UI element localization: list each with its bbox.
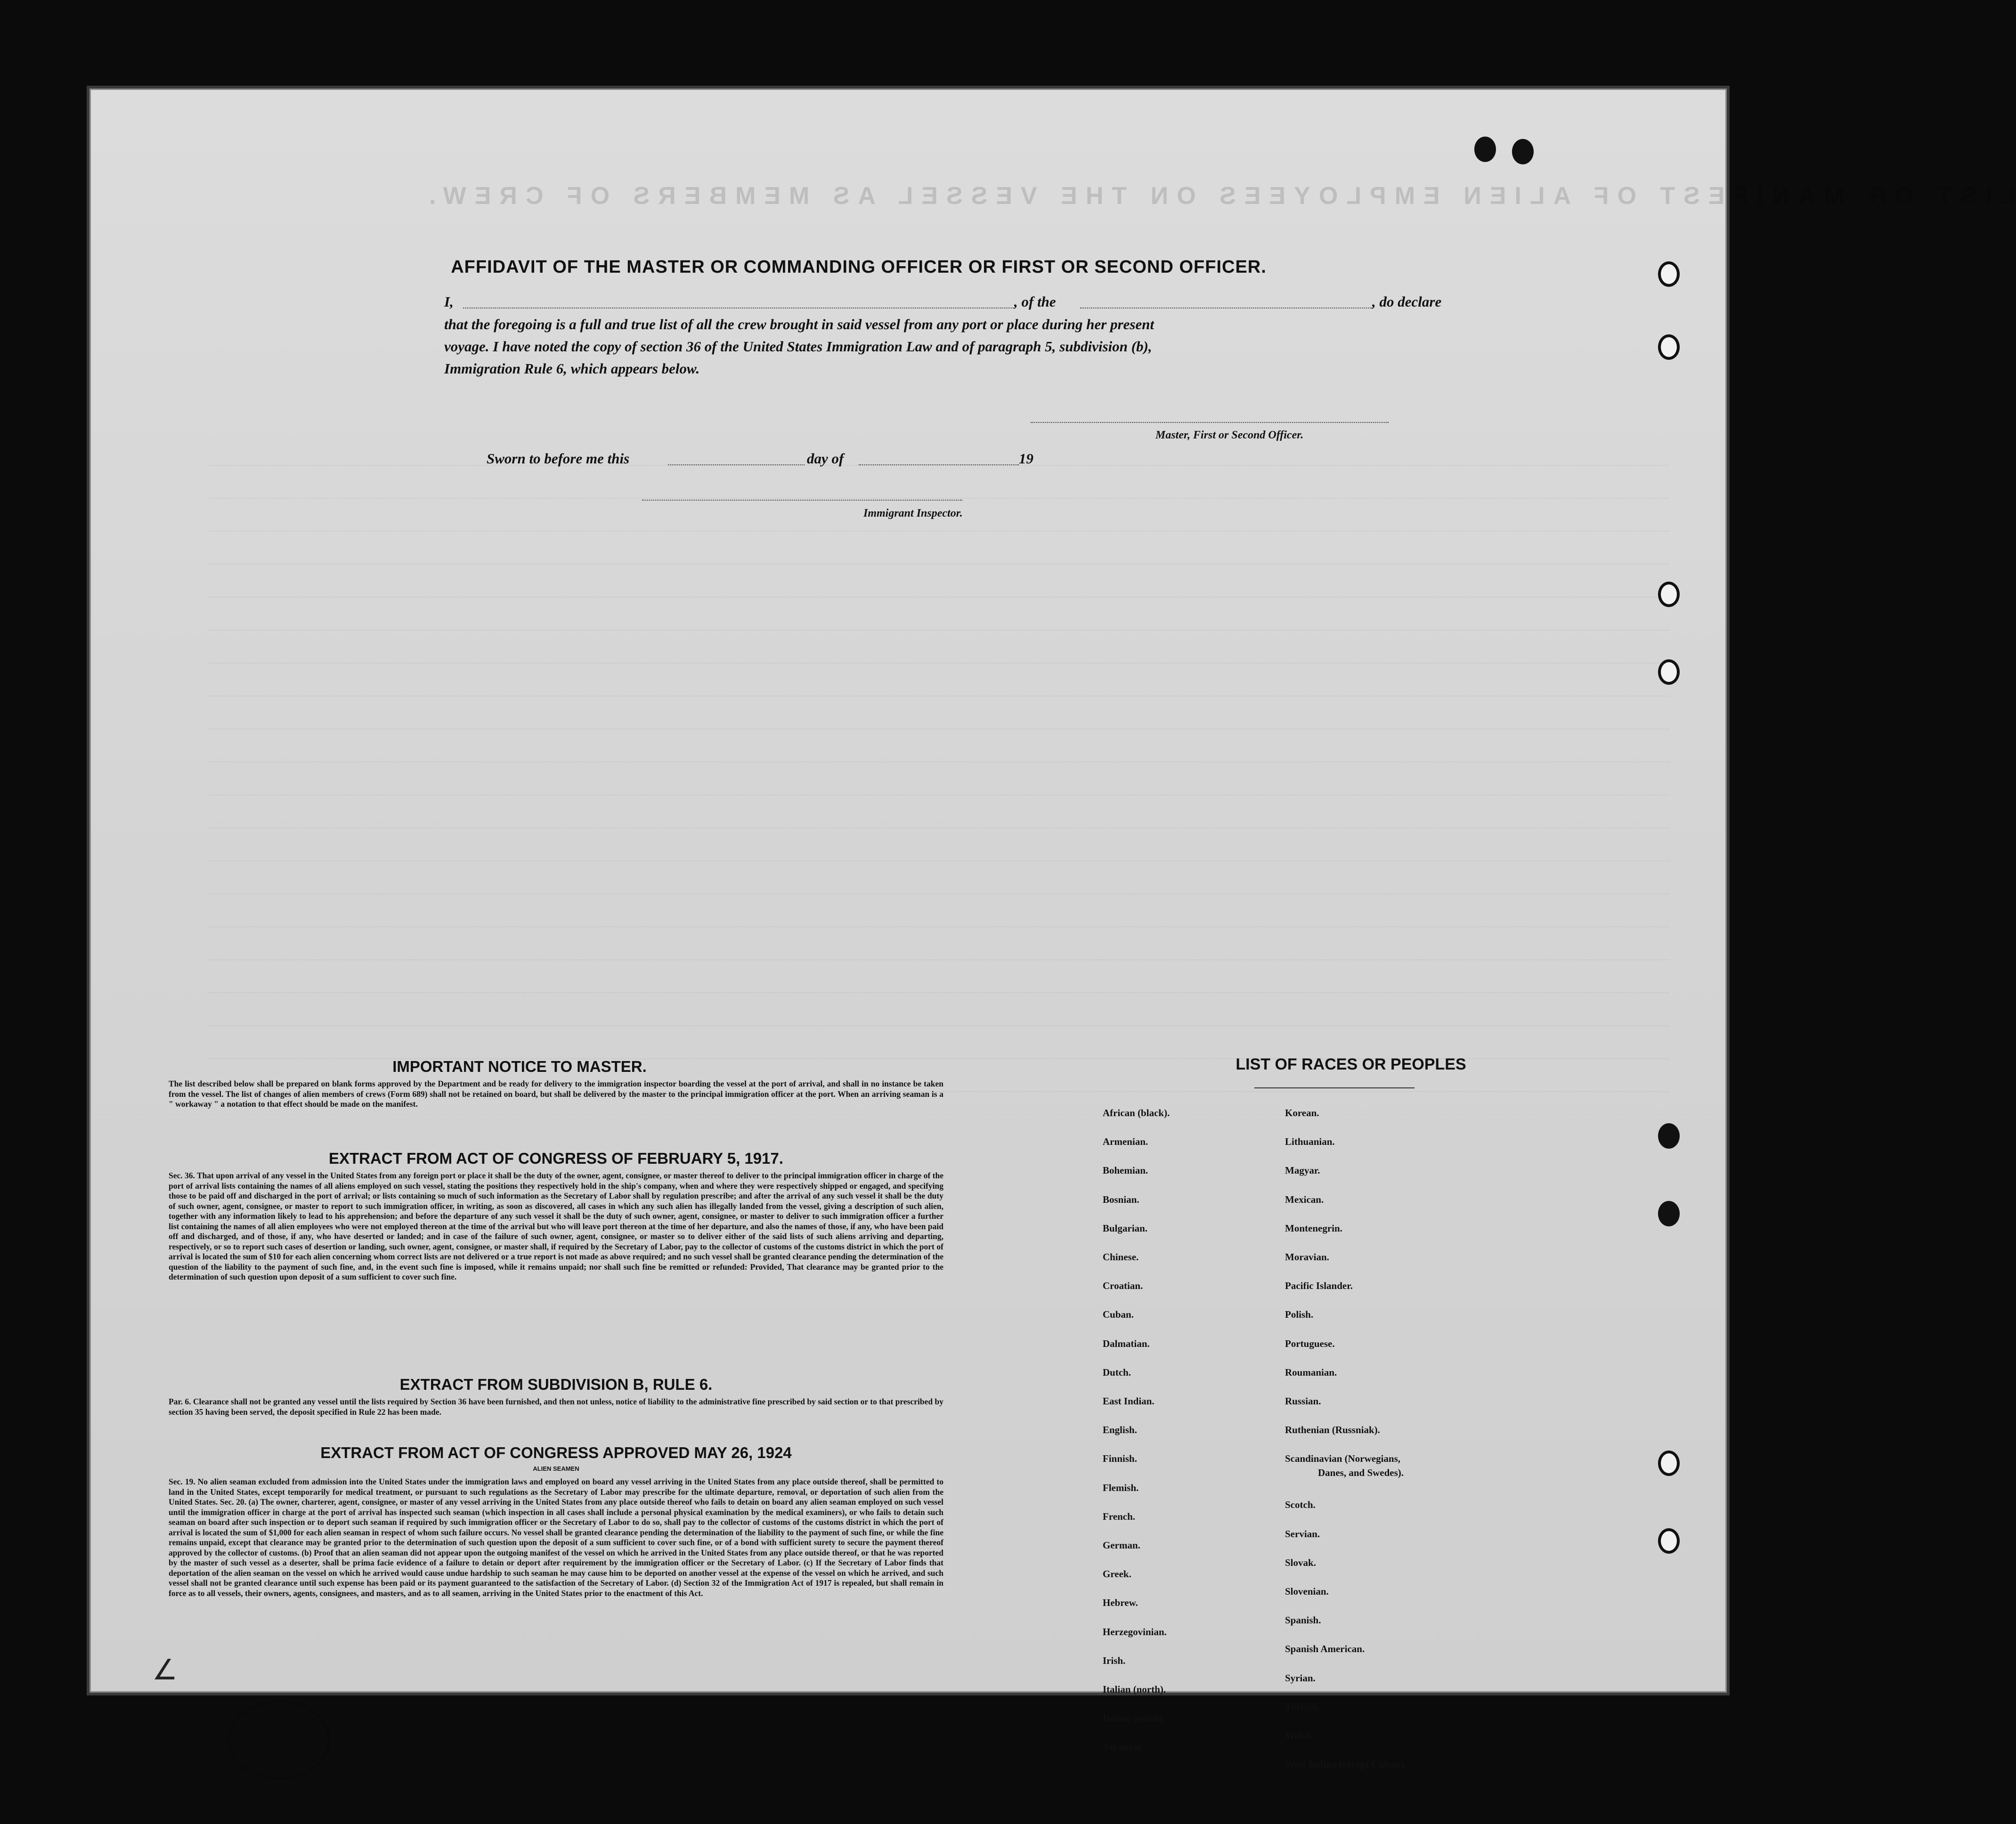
race-item: Ruthenian (Russniak). xyxy=(1285,1424,1380,1436)
binder-hole-icon xyxy=(1658,334,1680,360)
race-item: French. xyxy=(1103,1510,1136,1522)
race-item: Bosnian. xyxy=(1103,1193,1139,1205)
race-item: Moravian. xyxy=(1285,1251,1329,1263)
notice-title: IMPORTANT NOTICE TO MASTER. xyxy=(392,1058,647,1075)
affidavit-title: AFFIDAVIT OF THE MASTER OR COMMANDING OFFICER OR FIRST OR SECOND OFFICER. xyxy=(451,257,1267,277)
race-item: German. xyxy=(1103,1540,1140,1551)
race-item: Cuban. xyxy=(1103,1309,1134,1321)
race-item: Magyar. xyxy=(1285,1165,1320,1176)
race-item: Korean. xyxy=(1285,1107,1319,1119)
inspector-label: Immigrant Inspector. xyxy=(863,507,963,519)
race-item: Lithuanian. xyxy=(1285,1136,1335,1148)
affidavit-line2: that the foregoing is a full and true list of all the crew brought in said vessel from any port or place during her present xyxy=(444,316,1154,332)
affidavit-declare: , do declare xyxy=(1372,293,1442,310)
race-item: Scotch. xyxy=(1285,1499,1316,1511)
master-label: Master, First or Second Officer. xyxy=(1155,429,1304,441)
race-item: Finnish. xyxy=(1103,1453,1137,1465)
binder-hole-icon xyxy=(1474,137,1496,162)
race-item: Armenian. xyxy=(1103,1136,1148,1148)
sworn-text: Sworn to before me this xyxy=(487,450,630,467)
race-item: West Indian (except Cuban). xyxy=(1285,1759,1406,1770)
faint-stamp-circle xyxy=(228,1701,330,1780)
binder-hole-icon xyxy=(1658,1201,1680,1226)
race-item: Mexican. xyxy=(1285,1193,1324,1205)
races-title-underline xyxy=(1254,1087,1414,1088)
race-item: Chinese. xyxy=(1103,1251,1139,1263)
race-item: African (black). xyxy=(1103,1107,1170,1119)
binder-hole-icon xyxy=(1658,1123,1680,1149)
race-item: Turkish. xyxy=(1285,1701,1321,1712)
race-item: Portuguese. xyxy=(1285,1338,1335,1349)
race-item: Hebrew. xyxy=(1103,1597,1138,1609)
day-of-text: day of xyxy=(807,450,844,467)
affidavit-of-the: , of the xyxy=(1014,293,1056,310)
binder-hole-icon xyxy=(1658,1528,1680,1554)
race-item: Croatian. xyxy=(1103,1280,1143,1292)
race-item: Montenegrin. xyxy=(1285,1222,1342,1234)
race-item: Russian. xyxy=(1285,1395,1321,1407)
race-item: Spanish American. xyxy=(1285,1643,1365,1655)
race-item: Greek. xyxy=(1103,1568,1131,1580)
binder-hole-icon xyxy=(1512,139,1534,164)
rule-6-text: Par. 6. Clearance shall not be granted any vessel until the lists required by Section 36 have been furnished, and then not unless, notice of liability to the administrative fine prescribed by said section or to that prescribed by section 35 having been served, the deposit specified in Rule 22 has been made. xyxy=(169,1397,943,1417)
race-item: Polish. xyxy=(1285,1309,1314,1321)
race-item: Dalmatian. xyxy=(1103,1338,1150,1349)
race-item: Slovak. xyxy=(1285,1556,1316,1568)
year-text: 19 xyxy=(1019,450,1033,467)
race-item: Danes, and Swedes). xyxy=(1318,1467,1404,1479)
race-item: Flemish. xyxy=(1103,1482,1139,1493)
act-1917-title: EXTRACT FROM ACT OF CONGRESS OF FEBRUARY 5, 1917. xyxy=(328,1150,784,1167)
race-item: East Indian. xyxy=(1103,1395,1154,1407)
race-item: Irish. xyxy=(1103,1654,1126,1666)
race-item: Japanese. xyxy=(1103,1741,1144,1753)
act-1917-text: Sec. 36. That upon arrival of any vessel in the United States from any foreign port or place it shall be the duty of the owner, agent, consignee, or master thereof to deliver to the principal immigration officer in charge of the port of arrival lists containing the names of all aliens employed on such vessel, stating the positions they respectively hold in the ship's company, when and where they were respectively shipped or engaged, and specifying those to be paid off and discharged in the port of arrival; or lists containing so much of such information as the Secretary of Labor shall by regulation prescribe; and after the arrival of any such vessel it shall be the duty of such owner, agent, consignee, or master to report to such immigration officer, in writing, as soon as discovered, all cases in which any such alien has illegally landed from the vessel, giving a description of such alien, together with any information likely to lead to his apprehension; and before the departure of any such vessel it shall be the duty of such owner, agent, consignee, or master to deliver to such immigration officer a further list containing the names of all alien employees who were not employed thereon at the time of the arrival but who will leave port thereon at the time of her departure, and also the names of those, if any, who have been paid off and discharged, and of those, if any, who have deserted or landed; and in case of the failure of such owner, agent, consignee, or master so to deliver either of the said lists of such aliens arriving and departing, respectively, or so to report such cases of desertion or landing, such owner, agent, consignee, or master shall, if required by the Secretary of Labor, pay to the collector of customs of the customs district in which the port of arrival is located the sum of $10 for each alien concerning whom correct lists are not delivered or a true report is not made as above required; and no such vessel shall be granted clearance pending the determination of the question of the liability to the payment of such fine, and, in the event such fine is imposed, while it remains unpaid; nor shall such fine be remitted or refunded: Provided, That clearance may be granted prior to the determination of such question upon deposit of a sum sufficient to cover such fine. xyxy=(169,1171,943,1281)
race-item: Scandinavian (Norwegians, xyxy=(1285,1453,1401,1465)
race-item: Syrian. xyxy=(1285,1672,1316,1684)
race-item: Servian. xyxy=(1285,1528,1320,1540)
act-1924-subtitle: ALIEN SEAMEN xyxy=(533,1465,579,1472)
act-1924-title: EXTRACT FROM ACT OF CONGRESS APPROVED MAY 26, 1924 xyxy=(320,1444,792,1461)
binder-hole-icon xyxy=(1658,1451,1680,1476)
inspector-signature-line[interactable] xyxy=(642,500,962,501)
binder-hole-icon xyxy=(1658,261,1680,287)
act-1924-text: Sec. 19. No alien seaman excluded from admission into the United States under the immigration laws and employed on board any vessel arriving in the United States from any place outside thereof, shall be permitted to land in the United States, except temporarily for medical treatment, or pursuant to such regulations as the Secretary of Labor may prescribe for the ultimate departure, removal, or deportation of such alien from the United States. Sec. 20. (a) The owner, charterer, agent, consignee, or master of any vessel arriving in the United States from any place outside thereof who fails to detain on board any alien seaman employed on such vessel until the immigration officer in charge at the port of arrival has inspected such seaman (which inspection in all cases shall include a personal physical examination by the medical examiners), or who fails to detain such seaman on board after such inspection or to deport such seaman if required by such immigration officer or the Secretary of Labor to do so, shall pay to the collector of customs of the customs district in which the port of arrival is located the sum of $1,000 for each alien seaman in respect of whom such failure occurs. No vessel shall be granted clearance pending the determination of the liability to the payment of such fine, or while the fine remains unpaid, except that clearance may be granted prior to the determination of such question upon the deposit of a sum sufficient to cover such fine, or of a bond with sufficient surety to secure the payment thereof approved by the collector of customs. (b) Proof that an alien seaman did not appear upon the outgoing manifest of the vessel on which he arrived in the United States from any place outside thereof, or that he was reported by the master of such vessel as a deserter, shall be prima facie evidence of a failure to detain or deport after requirement by the immigration officer or the Secretary of Labor. (c) If the Secretary of Labor finds that deportation of the alien seaman on the vessel on which he arrived would cause undue hardship to such seaman he may cause him to be deported on another vessel at the expense of the vessel on which he arrived, and such vessel shall not be granted clearance until such expense has been paid or its payment guaranteed to the satisfaction of the Secretary of Labor. (d) Section 32 of the Immigration Act of 1917 is repealed, but shall remain in force as to all vessels, their owners, agents, consignees, and masters, and as to all seamen, arriving in the United States prior to the enactment of this Act. xyxy=(169,1477,943,1598)
sworn-month-blank[interactable] xyxy=(859,464,1019,465)
race-item: Italian (north). xyxy=(1103,1684,1166,1695)
race-item: Roumanian. xyxy=(1285,1366,1337,1378)
race-item: English. xyxy=(1103,1424,1137,1436)
race-item: Pacific Islander. xyxy=(1285,1280,1353,1292)
master-signature-line[interactable] xyxy=(1031,422,1389,423)
handwritten-mark: ∠ xyxy=(152,1654,178,1686)
race-item: Welsh. xyxy=(1285,1729,1314,1741)
race-item: Spanish. xyxy=(1285,1614,1321,1626)
race-item: Slovenian. xyxy=(1285,1585,1329,1597)
sworn-day-blank[interactable] xyxy=(668,464,805,465)
race-item: Bohemian. xyxy=(1103,1165,1148,1176)
race-item: Italian (south). xyxy=(1103,1712,1166,1724)
affidavit-i: I, xyxy=(444,293,454,310)
races-title: LIST OF RACES OR PEOPLES xyxy=(1236,1055,1466,1073)
affidavit-line3: voyage. I have noted the copy of section 36 of the United States Immigration Law and of paragraph 5, subdivision (b), xyxy=(444,338,1152,355)
binder-hole-icon xyxy=(1658,659,1680,685)
affidavit-line4: Immigration Rule 6, which appears below. xyxy=(444,360,700,377)
race-item: Herzegovinian. xyxy=(1103,1626,1167,1638)
race-item: Dutch. xyxy=(1103,1366,1131,1378)
race-item: Bulgarian. xyxy=(1103,1222,1148,1234)
rule-6-title: EXTRACT FROM SUBDIVISION B, RULE 6. xyxy=(399,1376,713,1393)
notice-text: The list described below shall be prepared on blank forms approved by the Department and be ready for delivery to the immigration inspector boarding the vessel at the port of arrival, and shall in no instance be taken from the vessel. The list of changes of alien members of crews (Form 689) shall not be retained on board, but shall be delivered by the master to the principal immigration officer at the port. When an arriving seaman is a " workaway " a notation to that effect should be made on the manifest. xyxy=(169,1079,943,1109)
binder-hole-icon xyxy=(1658,582,1680,607)
document-page: LIST OR MANIFEST OF ALIEN EMPLOYEES ON THE VESSEL AS MEMBERS OF CREW. AFFIDAVIT OF THE MASTER OR COMMANDING OFFICER OR FIRST OR SECOND OFFICER. I, , of the , do declare that the foregoing is a full and true list of all the crew brought in said vessel from any port or place during her present voyage. I have noted the copy of section 36 of the United States Immigration Law and of paragraph 5, subdivision (b), Immigration Rule 6, which appears below. Master, First or Second Officer. Sworn to before me this day of 19 Immigrant Inspector. IMPORTANT NOTICE TO MASTER. The list described below shall be prepared on blank forms approved by the Department and be ready for delivery to the immigration inspector boarding the vessel at the port of arrival, and shall in no instance be taken from the vessel. The list of changes of alien members of crews (Form 689) shall not be retained on board, but shall be delivered by the master to the principal immigration officer at the port. When an arriving seaman is a " workaway " a notation to that effect should be made on the manifest. EXTRACT FROM ACT OF CONGRESS OF FEBRUARY 5, 1917. Sec. 36. That upon arrival of any vessel in the United States from any foreign port or place it shall be the duty of the owner, agent, consignee, or master thereof to deliver to the principal immigration officer in charge of the port of arrival lists containing the names of all aliens employed on such vessel, stating the positions they respectively hold in the ship's company, when and where they were respectively shipped or engaged, and specifying those to be paid off and discharged in the port of arrival; or lists containing so much of such information as the Secretary of Labor shall by regulation prescribe; and after the arrival of any such vessel it shall be the duty of such owner, agent, consignee, or master to report to such immigration officer, in writing, as soon as discovered, all cases in which any such alien has illegally landed from the vessel, giving a description of such alien, together with any information likely to lead to his apprehension; and before the departure of any such vessel it shall be the duty of such owner, agent, consignee, or master to deliver to such immigration officer a further list containing the names of all alien employees who were not employed thereon at the time of the arrival but who will leave port thereon at the time of her departure, and also the names of those, if any, who have been paid off and discharged, and of those, if any, who have deserted or landed; and in case of the failure of such owner, agent, consignee, or master so to deliver either of the said lists of such aliens arriving and departing, respectively, or so to report such cases of desertion or landing, such owner, agent, consignee, or master shall, if required by the Secretary of Labor, pay to the collector of customs of the customs district in which the port of arrival is located the sum of $10 for each alien concerning whom correct lists are not delivered or a true report is not made as above required; and no such vessel shall be granted clearance pending the determination of the question of the liability to the payment of such fine, and, in the event such fine is imposed, while it remains unpaid; nor shall such fine be remitted or refunded: Provided, That clearance may be granted prior to the determination of such question upon deposit of a sum sufficient to cover such fine. EXTRACT FROM SUBDIVISION B, RULE 6. Par. 6. Clearance shall not be granted any vessel until the lists required by Section 36 have been furnished, and then not unless, notice of liability to the administrative fine prescribed by said section or to that prescribed by section 35 having been served, the deposit specified in Rule 22 has been made. EXTRACT FROM ACT OF CONGRESS APPROVED MAY 26, 1924 ALIEN SEAMEN Sec. 19. No alien seaman excluded from admission into the United States under the immigration laws and employed on board any vessel arriving in the United States from any place outside thereof, shall be permitted to land in the United States, except temporarily for medical treatment, or pursuant to such regulations as the Secretary of Labor may prescribe for the ultimate departure, removal, or deportation of such alien from the United States. Sec. 20. (a) The owner, charterer, agent, consignee, or master of any vessel arriving in the United States from any place outside thereof who fails to detain on board any alien seaman employed on such vessel until the immigration officer in charge at the port of arrival has inspected such seaman (which inspection in all cases shall include a personal physical examination by the medical examiners), or who fails to detain such seaman on board after such inspection or to deport such seaman if required by such immigration officer or the Secretary of Labor to do so, shall pay to the collector of customs of the customs district in which the port of arrival is located the sum of $1,000 for each alien seaman in respect of whom such failure occurs. No vessel shall be granted clearance pending the determination of the liability to the payment of such fine, or while the fine remains unpaid, except that clearance may be granted prior to the determination of such question upon the deposit of a sum sufficient to cover such fine, or of a bond with sufficient surety to secure the payment thereof approved by the collector of customs. (b) Proof that an alien seaman did not appear upon the outgoing manifest of the vessel on which he arrived in the United States from any place outside thereof, or that he was reported by the master of such vessel as a deserter, shall be prima facie evidence of a failure to detain or deport after requirement by the immigration officer or the Secretary of Labor. (c) If the Secretary of Labor finds that deportation of the alien seaman on the vessel on which he arrived would cause undue hardship to such seaman he may cause him to be deported on another vessel at the expense of the vessel on which he arrived, and such vessel shall not be granted clearance until such expense has been paid or its payment guaranteed to the satisfaction of the Secretary of Labor. (d) Section 32 of the Immigration Act of 1917 is repealed, but shall remain in force as to all vessels, their owners, agents, consignees, and masters, and as to all seamen, arriving in the United States prior to the enactment of this Act. LIST OF RACES OR PEOPLES African (black). Armenian. Bohemian. Bosnian. Bulgarian. Chinese. Croatian. Cuban. Dalmatian. Dutch. East Indian. English. Finnish. Flemish. French. German. Greek. Hebrew. Herzegovinian. Irish. Italian (north). Italian (south). Japanese. Korean. Lithuanian. Magyar. Mexican. Montenegrin. Moravian. Pacific Islander. Polish. Portuguese. Roumanian. Russian. Ruthenian (Russniak). Scandinavian (Norwegians, Danes, and Swedes). Scotch. Servian. Slovak. Slovenian. Spanish. Spanish American. Syrian. Turkish. Welsh. West Indian (except Cuban). ∠ xyxy=(89,89,1727,1693)
